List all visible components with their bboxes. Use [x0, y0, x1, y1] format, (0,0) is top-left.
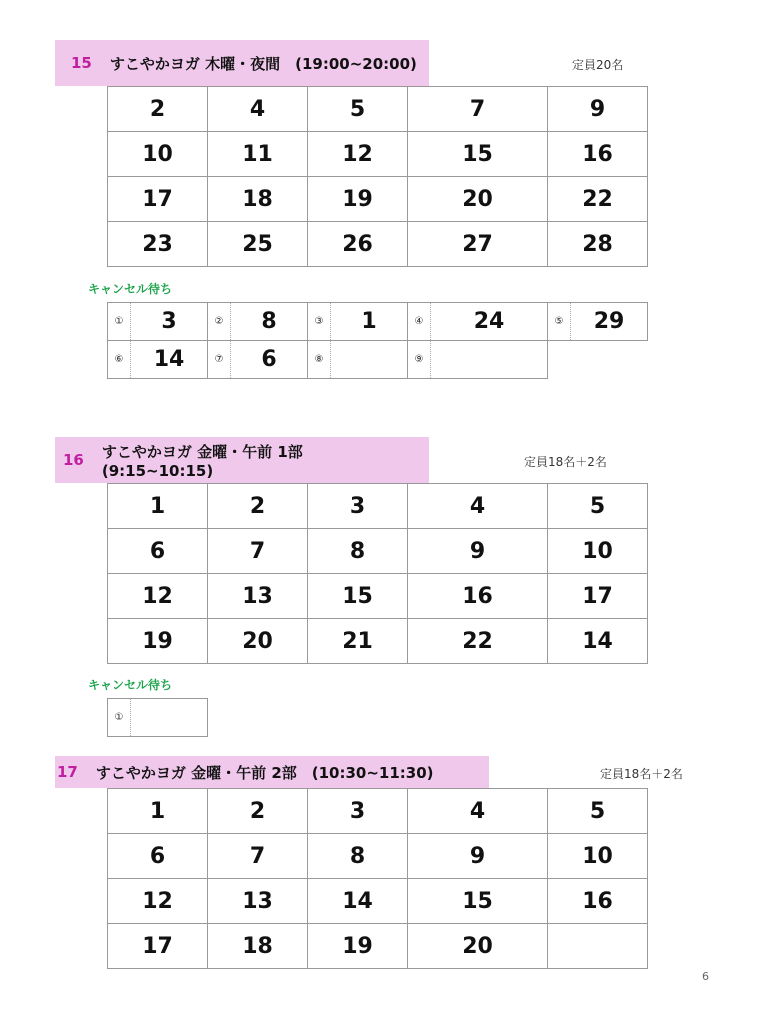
waitlist-slot	[108, 303, 208, 341]
grid-cell: 5	[308, 87, 408, 132]
section-number: 15	[71, 54, 92, 72]
grid-row	[108, 924, 648, 969]
waitlist-slot	[308, 303, 408, 341]
waitlist-index: ⑦	[208, 341, 231, 378]
grid-cell: 19	[308, 924, 408, 969]
waitlist-row	[108, 303, 648, 341]
waitlist-slot	[548, 303, 648, 341]
waitlist-index: ③	[308, 303, 331, 340]
grid-cell: 4	[408, 789, 548, 834]
grid-cell: 25	[208, 222, 308, 267]
section-title: すこやかヨガ 金曜・午前 2部 (10:30~11:30)	[95, 763, 434, 782]
number-grid	[107, 86, 648, 267]
number-grid	[107, 788, 648, 969]
grid-cell: 20	[408, 177, 548, 222]
grid-row	[108, 574, 648, 619]
grid-cell: 8	[308, 834, 408, 879]
grid-row	[108, 177, 648, 222]
grid-cell: 9	[548, 87, 648, 132]
page-number: 6	[702, 970, 709, 983]
grid-cell: 13	[208, 879, 308, 924]
waitlist-index: ⑥	[108, 341, 131, 378]
grid-row	[108, 529, 648, 574]
capacity-label: 定員18名＋2名	[524, 455, 607, 469]
grid-cell: 5	[548, 789, 648, 834]
waitlist-value	[431, 341, 547, 378]
grid-cell: 16	[548, 879, 648, 924]
section-header	[55, 756, 489, 788]
waitlist-value: 1	[361, 309, 377, 334]
waitlist-index: ⑨	[408, 341, 431, 378]
waitlist-row	[108, 699, 208, 737]
grid-cell: 23	[108, 222, 208, 267]
grid-cell: 18	[208, 177, 308, 222]
grid-cell: 19	[108, 619, 208, 664]
grid-cell: 17	[548, 574, 648, 619]
waitlist-value: 14	[153, 347, 185, 372]
grid-cell: 1	[108, 484, 208, 529]
grid-cell: 10	[108, 132, 208, 177]
grid-cell: 28	[548, 222, 648, 267]
grid-cell: 7	[208, 529, 308, 574]
waitlist-slot	[308, 341, 408, 379]
grid-cell: 20	[408, 924, 548, 969]
grid-row	[108, 87, 648, 132]
grid-cell: 17	[108, 924, 208, 969]
waitlist-value: 24	[473, 309, 505, 334]
grid-cell: 14	[308, 879, 408, 924]
grid-cell: 19	[308, 177, 408, 222]
waitlist-value	[131, 699, 207, 736]
grid-cell: 18	[208, 924, 308, 969]
section-number: 16	[63, 451, 84, 469]
grid-cell: 14	[548, 619, 648, 664]
section-title: すこやかヨガ 木曜・夜間 (19:00~20:00)	[109, 54, 417, 73]
grid-cell: 2	[208, 789, 308, 834]
waitlist-index: ⑤	[548, 303, 571, 340]
grid-cell: 26	[308, 222, 408, 267]
waitlist-value: 8	[261, 309, 277, 334]
grid-cell: 15	[408, 132, 548, 177]
grid-cell: 1	[108, 789, 208, 834]
waitlist-label: キャンセル待ち	[88, 282, 173, 296]
waitlist-value: 3	[161, 309, 177, 334]
waitlist-row	[108, 341, 648, 379]
grid-cell: 6	[108, 529, 208, 574]
waitlist-index: ⑧	[308, 341, 331, 378]
waitlist-value: 29	[593, 309, 625, 334]
grid-cell: 15	[408, 879, 548, 924]
grid-cell: 20	[208, 619, 308, 664]
waitlist-index: ①	[108, 303, 131, 340]
grid-cell: 22	[408, 619, 548, 664]
grid-row	[108, 789, 648, 834]
waitlist-slot	[408, 303, 548, 341]
grid-cell: 12	[108, 879, 208, 924]
grid-cell: 4	[208, 87, 308, 132]
section-title: すこやかヨガ 金曜・午前 1部 (9:15~10:15)	[101, 442, 318, 480]
grid-cell: 3	[308, 484, 408, 529]
grid-cell: 27	[408, 222, 548, 267]
grid-cell: 21	[308, 619, 408, 664]
grid-row	[108, 879, 648, 924]
waitlist-index: ②	[208, 303, 231, 340]
grid-cell: 10	[548, 834, 648, 879]
grid-cell: 13	[208, 574, 308, 619]
waitlist-index: ①	[108, 699, 131, 736]
grid-cell: 9	[408, 834, 548, 879]
grid-row	[108, 222, 648, 267]
number-grid	[107, 483, 648, 664]
grid-cell: 22	[548, 177, 648, 222]
grid-cell: 2	[208, 484, 308, 529]
grid-row	[108, 834, 648, 879]
grid-cell: 2	[108, 87, 208, 132]
grid-row	[108, 484, 648, 529]
grid-row	[108, 132, 648, 177]
waitlist-slot	[108, 341, 208, 379]
waitlist-index: ④	[408, 303, 431, 340]
waitlist-value	[331, 341, 407, 378]
waitlist-slot	[408, 341, 548, 379]
grid-cell: 12	[308, 132, 408, 177]
grid-cell: 16	[408, 574, 548, 619]
grid-cell: 17	[108, 177, 208, 222]
waitlist-label: キャンセル待ち	[88, 678, 173, 692]
waitlist-grid	[107, 698, 208, 737]
grid-cell: 15	[308, 574, 408, 619]
capacity-label: 定員18名＋2名	[600, 767, 683, 781]
grid-cell: 9	[408, 529, 548, 574]
grid-cell: 5	[548, 484, 648, 529]
grid-cell: 4	[408, 484, 548, 529]
waitlist-grid	[107, 302, 648, 379]
grid-cell	[548, 924, 648, 969]
grid-cell: 8	[308, 529, 408, 574]
grid-cell: 16	[548, 132, 648, 177]
grid-cell: 7	[408, 87, 548, 132]
section-header	[55, 40, 429, 86]
grid-cell: 10	[548, 529, 648, 574]
waitlist-slot	[208, 341, 308, 379]
section-header	[55, 437, 429, 483]
section-number: 17	[57, 763, 78, 781]
grid-row	[108, 619, 648, 664]
waitlist-value: 6	[261, 347, 277, 372]
grid-cell: 7	[208, 834, 308, 879]
grid-cell: 12	[108, 574, 208, 619]
capacity-label: 定員20名	[572, 58, 624, 72]
grid-cell: 6	[108, 834, 208, 879]
waitlist-slot	[208, 303, 308, 341]
grid-cell: 11	[208, 132, 308, 177]
grid-cell: 3	[308, 789, 408, 834]
waitlist-slot	[108, 699, 208, 737]
